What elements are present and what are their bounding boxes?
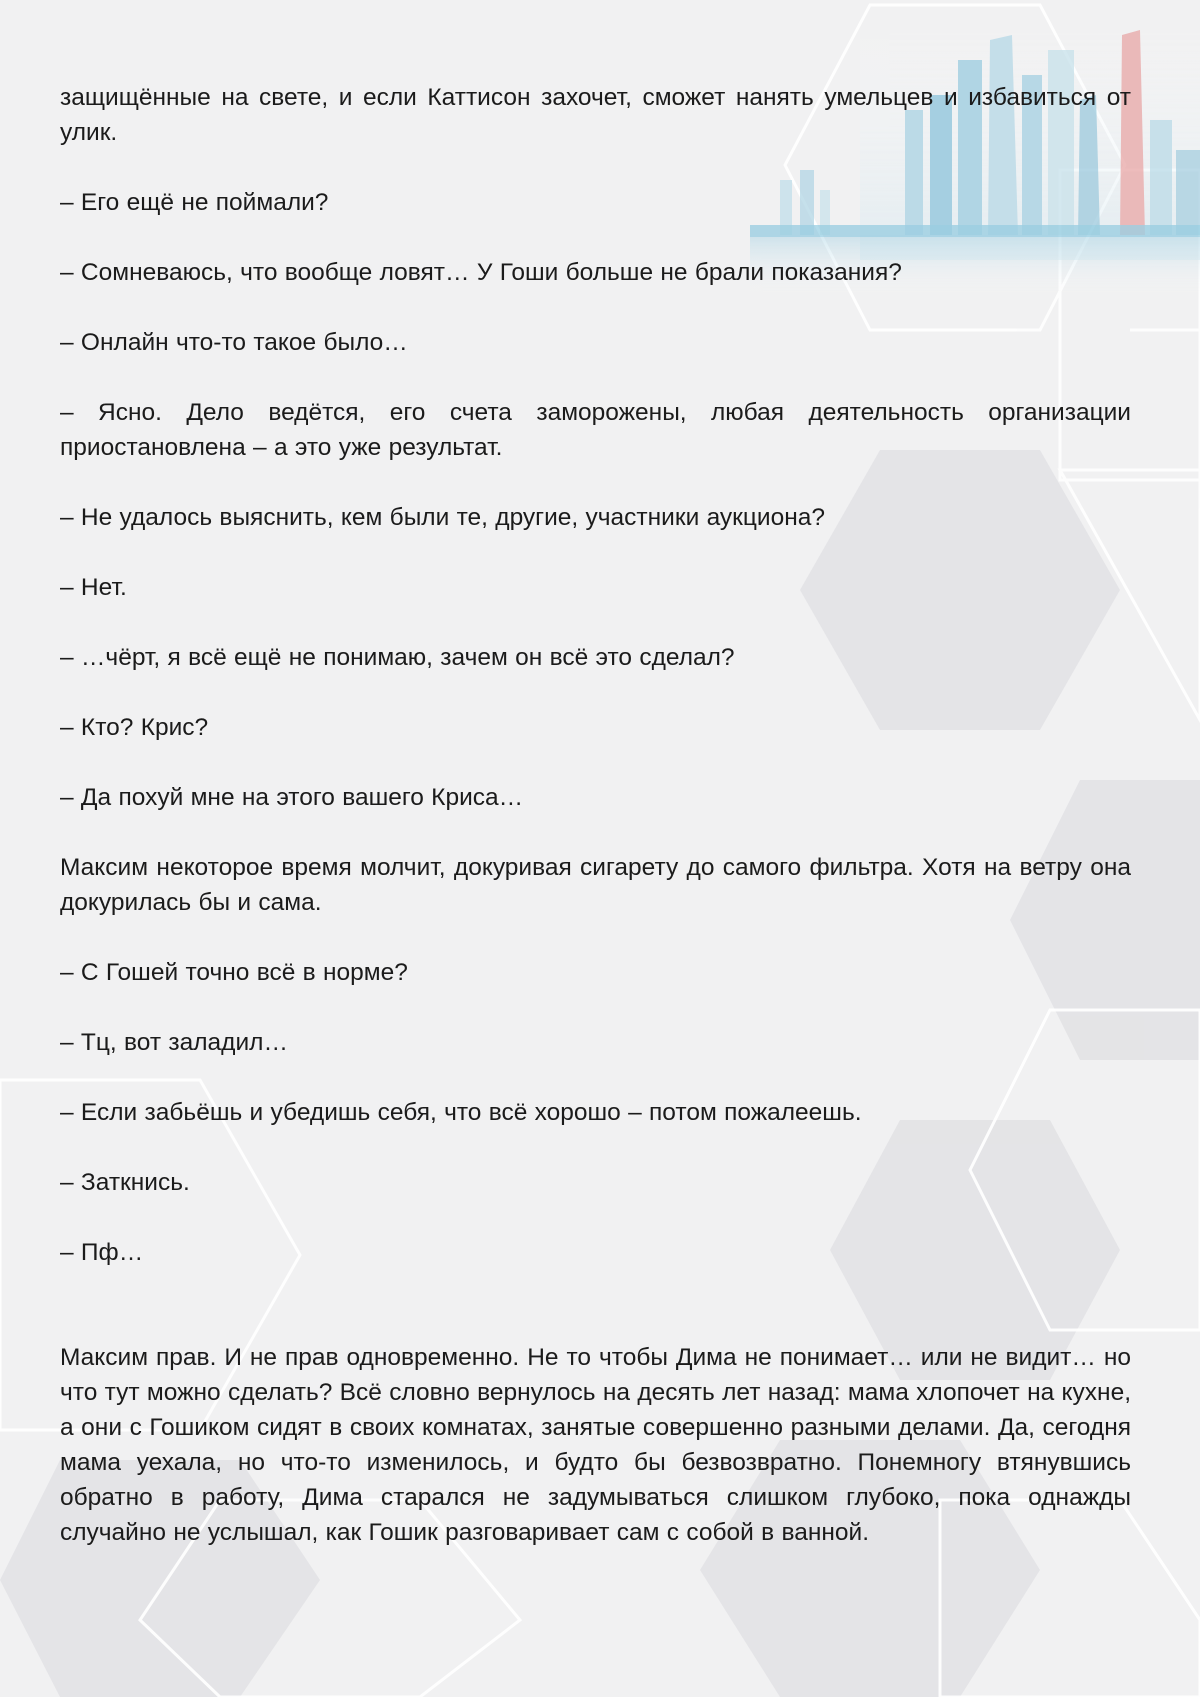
dialogue-line-4: – Ясно. Дело ведётся, его счета заморожены, любая деятельность организации приостановлена – а это уже результат. [60,399,1131,461]
dialogue-line-2: – Сомневаюсь, что вообще ловят… У Гоши больше не брали показания? [60,259,902,286]
dialogue-line-12: – Если забьёшь и убедишь себя, что всё хорошо – потом пожалеешь. [60,1099,862,1126]
dialogue-line-6: – Нет. [60,574,127,601]
dialogue-line-10: – С Гошей точно всё в норме? [60,959,408,986]
paragraph-1: защищённые на свете, и если Каттисон захочет, сможет нанять умельцев и избавиться от улик. [60,84,1131,146]
dialogue-line-1: – Его ещё не поймали? [60,189,329,216]
dialogue-line-14: – Пф… [60,1239,144,1266]
dialogue-line-3: – Онлайн что-то такое было… [60,329,408,356]
narration-paragraph-2: Максим прав. И не прав одновременно. Не то чтобы Дима не понимает… или не видит… но что тут можно сделать? Всё словно вернулось на десять лет назад: мама хлопочет на кухне, а они с Гошиком сидят в своих комнатах, занятые совершенно разными делами. Да, сегодня мама уехала, но что-то изменилось, и будто бы безвозвратно. Понемногу втянувшись обратно в работу, Дима старался не задумываться слишком глубоко, пока однажды случайно не услышал, как Гошик разговаривает сам с собой в ванной. [60,1344,1131,1546]
dialogue-line-7: – …чёрт, я всё ещё не понимаю, зачем он всё это сделал? [60,644,735,671]
dialogue-line-11: – Тц, вот заладил… [60,1029,288,1056]
dialogue-line-13: – Заткнись. [60,1169,190,1196]
dialogue-line-9: – Да похуй мне на этого вашего Криса… [60,784,524,811]
document-body [60,80,1131,1550]
dialogue-line-5: – Не удалось выяснить, кем были те, другие, участники аукциона? [60,504,826,531]
dialogue-line-8: – Кто? Крис? [60,714,209,741]
narration-paragraph-1: Максим некоторое время молчит, докуривая сигарету до самого фильтра. Хотя на ветру она докурилась бы и сама. [60,854,1131,916]
